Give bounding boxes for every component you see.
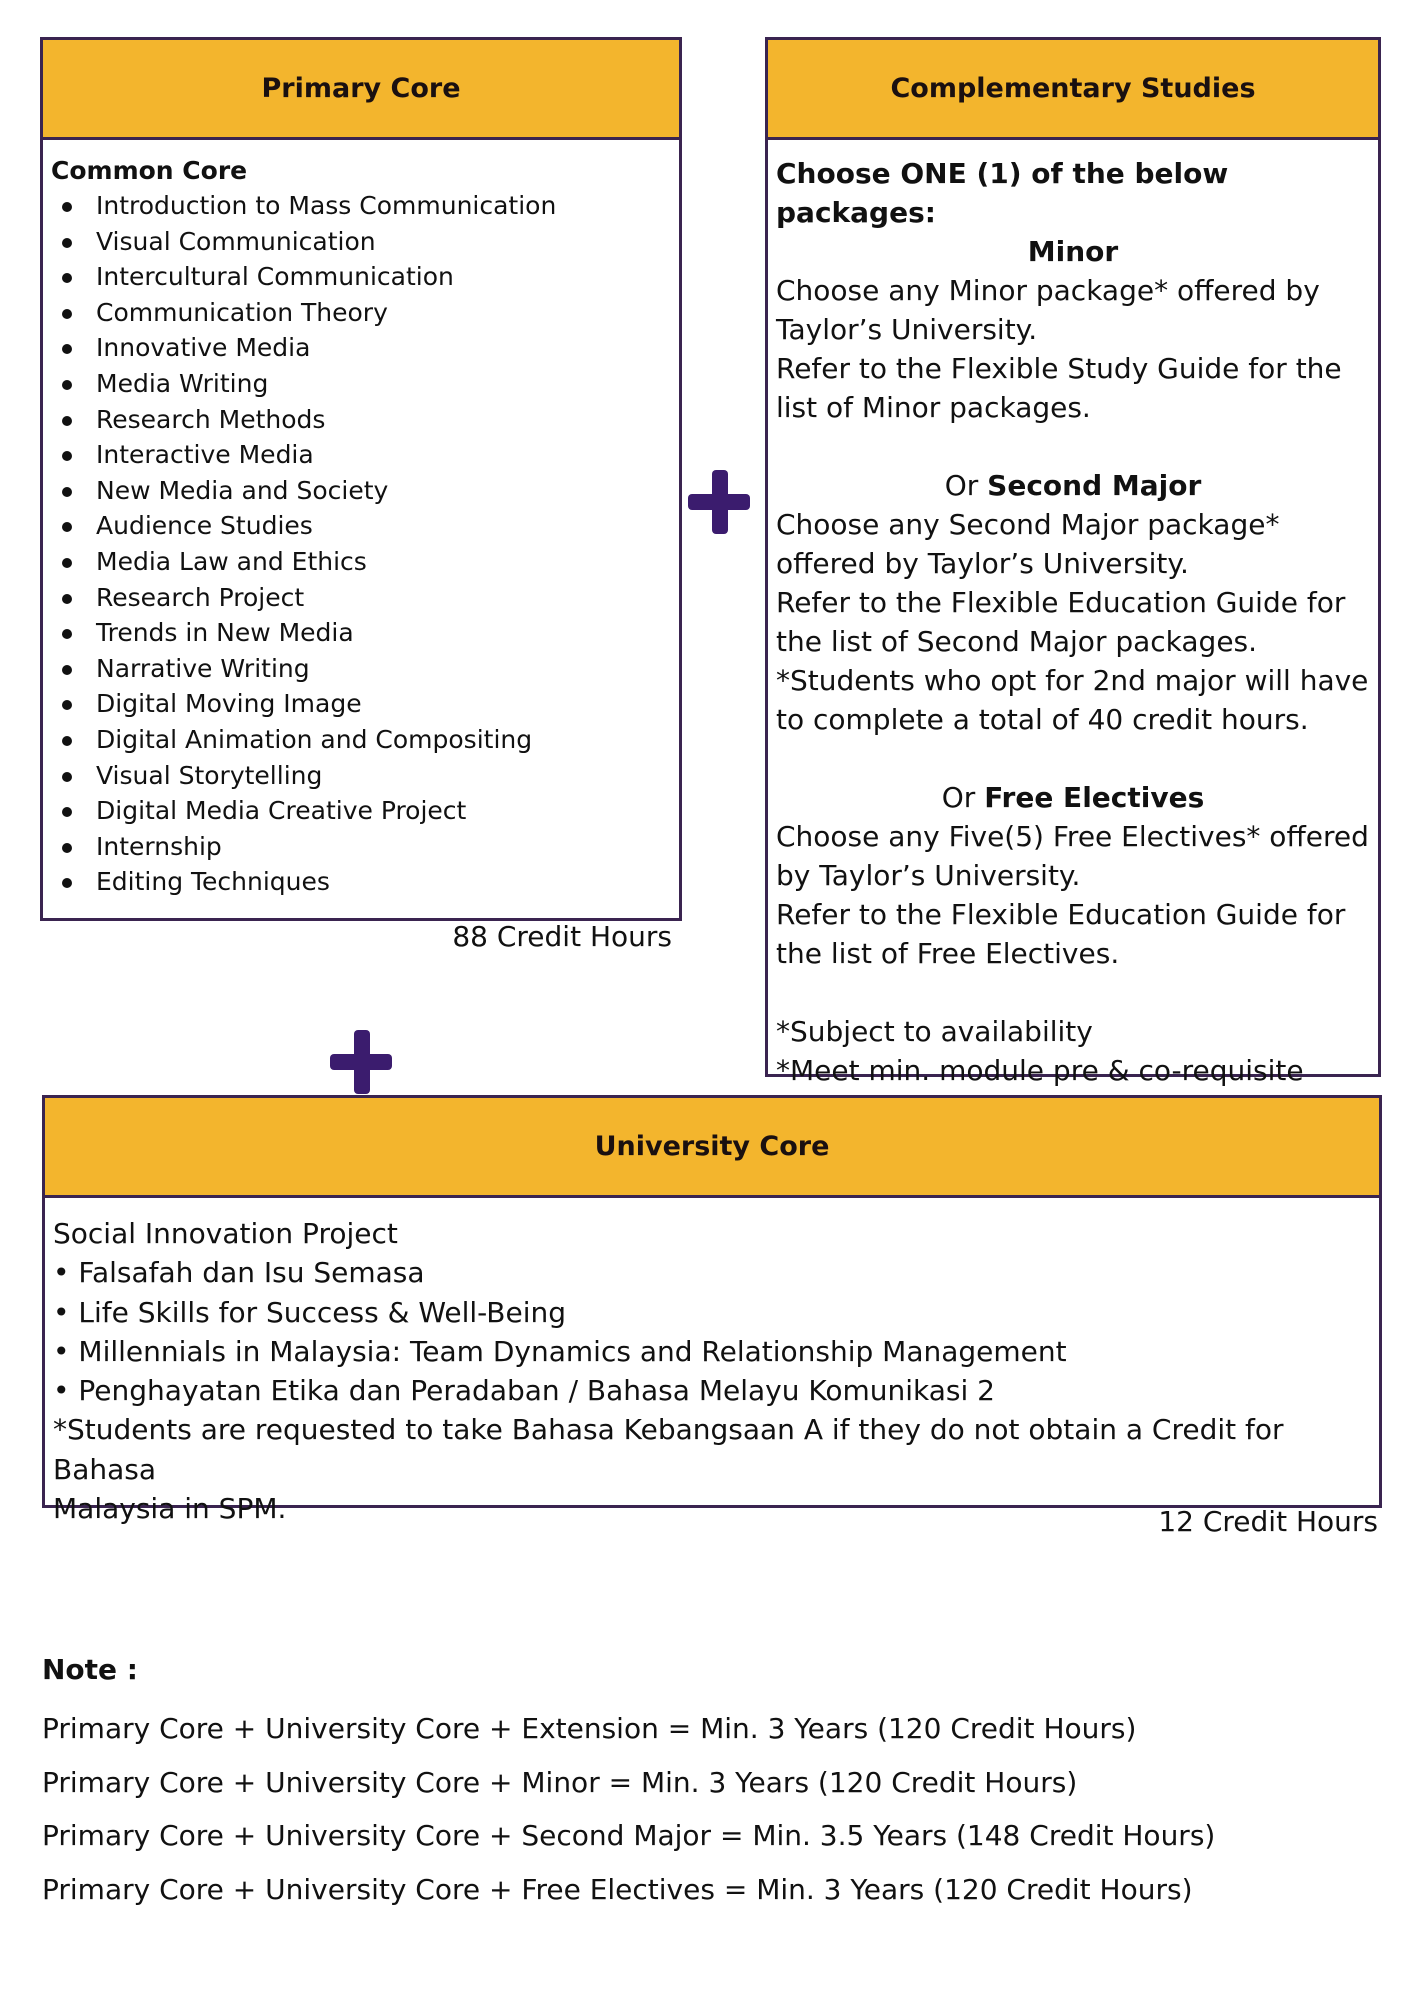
primary-core-credit-hours: 88 Credit Hours [452,920,672,953]
minor-text: list of Minor packages. [776,391,1091,424]
course-item: Visual Storytelling [51,758,679,794]
course-item: Audience Studies [51,508,679,544]
minor-text: Refer to the Flexible Study Guide for the [776,352,1342,385]
minor-text: Choose any Minor package* offered by [776,274,1320,307]
university-core-line: • Falsafah dan Isu Semasa [53,1256,425,1290]
university-core-line: • Millennials in Malaysia: Team Dynamics and Relationship Management [53,1334,1067,1368]
course-item: New Media and Society [51,473,679,509]
university-core-line: *Students are requested to take Bahasa Kebangsaan A if they do not obtain a Credit for Bahasa [53,1413,1284,1486]
notes-section [42,1650,1215,1916]
second-major-heading [776,466,1370,505]
course-item: Intercultural Communication [51,259,679,295]
course-item: Research Methods [51,402,679,438]
second-major-text: *Students who opt for 2nd major will have [776,664,1369,697]
course-item: Media Writing [51,366,679,402]
course-item: Media Law and Ethics [51,544,679,580]
notes-title: Note : [42,1653,138,1686]
plus-icon [330,1030,392,1094]
note-line: Primary Core + University Core + Free Electives = Min. 3 Years (120 Credit Hours) [42,1872,1193,1906]
course-item: Narrative Writing [51,651,679,687]
free-electives-text: by Taylor’s University. [776,859,1081,892]
course-item: Visual Communication [51,224,679,260]
second-major-text: offered by Taylor’s University. [776,547,1189,580]
course-item: Innovative Media [51,330,679,366]
footnote: *Meet min. module pre & co-requisite [776,1054,1304,1087]
primary-core-course-list [51,188,679,900]
course-item: Communication Theory [51,295,679,331]
or-label: Or [941,781,985,814]
university-core-line: • Penghayatan Etika dan Peradaban / Bahasa Melayu Komunikasi 2 [53,1374,995,1408]
free-electives-text: Choose any Five(5) Free Electives* offered [776,820,1369,853]
complementary-studies-title: Complementary Studies [890,73,1256,104]
free-electives-heading [776,778,1370,817]
course-item: Research Project [51,580,679,616]
university-core-title: University Core [594,1131,830,1162]
note-line: Primary Core + University Core + Extension = Min. 3 Years (120 Credit Hours) [42,1712,1137,1745]
university-core-line: • Life Skills for Success & Well-Being [53,1295,567,1329]
note-line: Primary Core + University Core + Minor = Min. 3 Years (120 Credit Hours) [42,1765,1078,1799]
course-item: Internship [51,829,679,865]
course-item: Introduction to Mass Communication [51,188,679,224]
footnote: *Subject to availability [776,1015,1093,1048]
course-item: Digital Media Creative Project [51,793,679,829]
complementary-studies-box [765,37,1381,1087]
choose-one-instruction: Choose ONE (1) of the below packages: [776,157,1229,229]
primary-core-box [40,37,682,921]
primary-core-header [43,40,679,140]
university-core-line: Malaysia in SPM. [53,1492,287,1526]
second-major-text: to complete a total of 40 credit hours. [776,703,1309,736]
second-major-text: Choose any Second Major package* [776,508,1280,541]
second-major-text: the list of Second Major packages. [776,625,1258,658]
plus-icon [688,470,750,534]
minor-text: Taylor’s University. [776,313,1038,346]
second-major-text: Refer to the Flexible Education Guide for [776,586,1346,619]
note-line: Primary Core + University Core + Second Major = Min. 3.5 Years (148 Credit Hours) [42,1819,1216,1852]
course-item: Digital Animation and Compositing [51,722,679,758]
common-core-heading: Common Core [51,156,248,185]
course-item: Digital Moving Image [51,686,679,722]
course-item: Trends in New Media [51,615,679,651]
primary-core-title: Primary Core [261,73,461,104]
or-label: Or [944,469,988,502]
second-major-label: Second Major [987,469,1202,502]
primary-core-content [43,140,679,900]
free-electives-text: the list of Free Electives. [776,937,1120,970]
course-item: Interactive Media [51,437,679,473]
free-electives-text: Refer to the Flexible Education Guide for [776,898,1346,931]
course-item: Editing Techniques [51,864,679,900]
university-core-line: Social Innovation Project [53,1217,398,1250]
university-core-header [45,1098,1379,1198]
free-electives-label: Free Electives [984,781,1205,814]
complementary-studies-content [768,140,1378,1090]
university-core-credit-hours: 12 Credit Hours [1158,1505,1378,1538]
complementary-studies-header [768,40,1378,140]
university-core-content [45,1198,1379,1528]
minor-heading: Minor [1027,235,1119,268]
